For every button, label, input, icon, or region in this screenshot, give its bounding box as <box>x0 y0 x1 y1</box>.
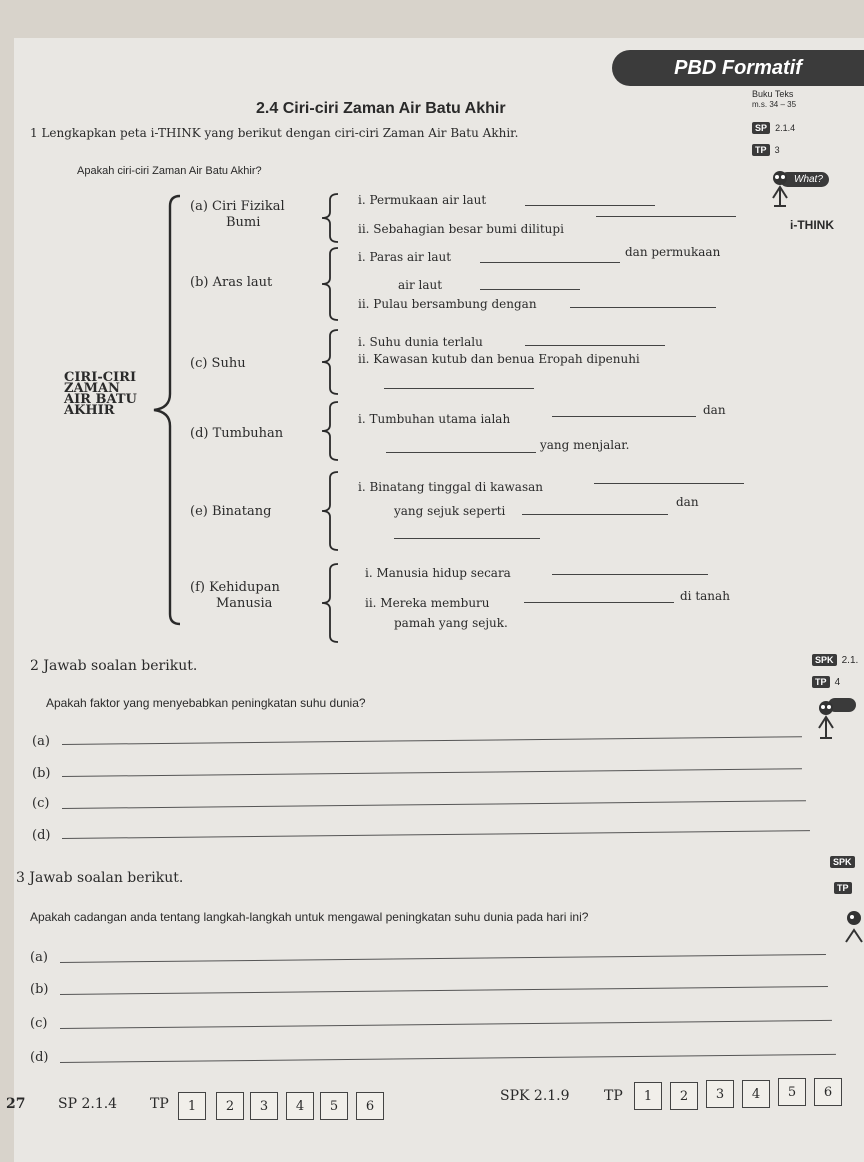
q3-answer-c-label: (c) <box>30 1016 48 1031</box>
left-tp-1[interactable]: 1 <box>178 1092 206 1120</box>
what-badge-label: What? <box>794 174 823 185</box>
q2-answer-c-label: (c) <box>32 796 50 811</box>
root-line-4: AKHIR <box>64 403 115 418</box>
footer-sp: SP 2.1.4 <box>58 1096 118 1112</box>
q3-spk-chip: SPK <box>830 856 855 868</box>
q2-answer-d-label: (d) <box>32 828 51 843</box>
blank-f1[interactable] <box>552 574 708 575</box>
q2-tp-value: 4 <box>834 677 841 688</box>
page-number: 27 <box>6 1096 26 1112</box>
sp-chip: SP <box>752 122 770 134</box>
mascot-icon-3 <box>840 908 864 958</box>
footer-left-tp: TP <box>150 1096 169 1112</box>
left-tp-3[interactable]: 3 <box>250 1092 278 1120</box>
branch-f-item-2-cont: di tanah <box>680 589 730 603</box>
blank-e1[interactable] <box>594 483 744 484</box>
branch-b-item-1-end: air laut <box>398 278 443 292</box>
branch-d-and: dan <box>703 403 726 417</box>
book-pages: m.s. 34 – 35 <box>752 100 797 109</box>
mascot-icon <box>770 170 792 210</box>
q2-tp-chip: TP <box>812 676 830 688</box>
root-line-3: AIR BATU <box>64 392 137 407</box>
q3-answer-d-label: (d) <box>30 1050 49 1065</box>
blank-a2[interactable] <box>596 216 736 217</box>
footer-spk: SPK 2.1.9 <box>500 1088 570 1104</box>
right-tp-1[interactable]: 1 <box>634 1082 662 1110</box>
branch-d-item-1: i. Tumbuhan utama ialah <box>358 412 511 426</box>
branch-f-label <box>190 580 280 612</box>
root-label <box>64 372 137 416</box>
blank-b1[interactable] <box>480 262 620 263</box>
q3-answer-b-label: (b) <box>30 982 49 997</box>
page-title: 2.4 Ciri-ciri Zaman Air Batu Akhir <box>256 100 506 117</box>
q3-question: Apakah cadangan anda tentang langkah-langkah untuk mengawal peningkatan suhu dunia pada hari ini? <box>30 910 589 924</box>
branch-b-item-2: ii. Pulau bersambung dengan <box>358 297 537 311</box>
branch-e-item-1-cont: yang sejuk seperti <box>394 504 506 518</box>
blank-e3[interactable] <box>394 538 540 539</box>
branch-c-item-2: ii. Kawasan kutub dan benua Eropah dipenuhi <box>358 352 640 366</box>
sp-ref <box>752 116 795 135</box>
branch-e-and: dan <box>676 495 699 509</box>
tp-value: 3 <box>774 145 780 155</box>
brace-a <box>318 192 342 244</box>
branch-f-item-1: i. Manusia hidup secara <box>365 566 511 580</box>
q2-question: Apakah faktor yang menyebabkan peningkatan suhu dunia? <box>46 696 366 710</box>
branch-d-label: (d) Tumbuhan <box>190 426 284 441</box>
blank-b3[interactable] <box>570 307 716 308</box>
branch-f-line-1: (f) Kehidupan <box>190 580 280 595</box>
q3-tp-chip: TP <box>834 882 852 894</box>
brace-c <box>318 328 342 396</box>
root-line-1: CIRI-CIRI <box>64 370 137 385</box>
blank-a1[interactable] <box>525 205 655 206</box>
brace-f <box>318 562 342 644</box>
branch-a-item-2: ii. Sebahagian besar bumi dilitupi <box>358 222 564 236</box>
brace-d <box>318 400 342 462</box>
q1-instruction: 1 Lengkapkan peta i-THINK yang berikut dengan ciri-ciri Zaman Air Batu Akhir. <box>30 126 519 140</box>
left-tp-4[interactable]: 4 <box>286 1092 314 1120</box>
branch-b-item-1-cont: dan permukaan <box>625 245 721 259</box>
q3-tp-ref <box>834 876 852 895</box>
right-tp-4[interactable]: 4 <box>742 1080 770 1108</box>
q2-heading: 2 Jawab soalan berikut. <box>30 658 198 674</box>
footer-right-tp: TP <box>604 1088 623 1104</box>
q2-answer-b-label: (b) <box>32 766 51 781</box>
pbd-formatif-banner <box>612 50 864 86</box>
right-tp-2[interactable]: 2 <box>670 1082 698 1110</box>
branch-c-item-1: i. Suhu dunia terlalu <box>358 335 483 349</box>
right-tp-5[interactable]: 5 <box>778 1078 806 1106</box>
q3-answer-a-label: (a) <box>30 950 48 965</box>
blank-d2[interactable] <box>386 452 536 453</box>
branch-f-line-2: Manusia <box>216 596 273 611</box>
q2-tp-ref <box>812 670 840 689</box>
branch-a-line-1: (a) Ciri Fizikal <box>190 199 285 214</box>
branch-e-label: (e) Binatang <box>190 504 272 519</box>
branch-a-label <box>190 199 285 231</box>
q2-spk-ref <box>812 648 858 667</box>
blank-d1[interactable] <box>552 416 696 417</box>
branch-d-item-end: yang menjalar. <box>540 438 630 452</box>
q3-heading: 3 Jawab soalan berikut. <box>16 870 184 886</box>
left-tp-5[interactable]: 5 <box>320 1092 348 1120</box>
mascot-icon-2 <box>816 698 856 744</box>
branch-a-item-1: i. Permukaan air laut <box>358 193 487 207</box>
q2-answer-a-label: (a) <box>32 734 50 749</box>
q3-spk-ref <box>830 850 855 869</box>
left-tp-6[interactable]: 6 <box>356 1092 384 1120</box>
tp-chip: TP <box>752 144 770 156</box>
blank-f2[interactable] <box>524 602 674 603</box>
root-line-2: ZAMAN <box>64 381 120 396</box>
branch-f-item-2-end: pamah yang sejuk. <box>394 616 508 630</box>
main-brace <box>150 194 184 626</box>
branch-e-item-1: i. Binatang tinggal di kawasan <box>358 480 543 494</box>
banner-title: PBD Formatif <box>674 56 802 79</box>
right-tp-6[interactable]: 6 <box>814 1078 842 1106</box>
i-think-logo: i-THINK <box>790 218 834 232</box>
branch-c-label: (c) Suhu <box>190 356 246 371</box>
book-ref: Buku Teks <box>752 89 794 99</box>
brace-b <box>318 246 342 322</box>
q2-spk-chip: SPK <box>812 654 837 666</box>
branch-b-label: (b) Aras laut <box>190 275 273 290</box>
sp-value: 2.1.4 <box>775 123 796 133</box>
blank-c2[interactable] <box>384 388 534 389</box>
blank-b2[interactable] <box>480 289 580 290</box>
branch-f-item-2: ii. Mereka memburu <box>365 596 490 610</box>
q2-spk-value: 2.1. <box>841 655 859 666</box>
q1-question: Apakah ciri-ciri Zaman Air Batu Akhir? <box>77 165 262 177</box>
blank-c1[interactable] <box>525 345 665 346</box>
brace-e <box>318 470 342 552</box>
blank-e2[interactable] <box>522 514 668 515</box>
tp-ref <box>752 138 780 157</box>
left-tp-2[interactable]: 2 <box>216 1092 244 1120</box>
right-tp-3[interactable]: 3 <box>706 1080 734 1108</box>
branch-a-line-2: Bumi <box>226 215 261 230</box>
branch-b-item-1: i. Paras air laut <box>358 250 452 264</box>
